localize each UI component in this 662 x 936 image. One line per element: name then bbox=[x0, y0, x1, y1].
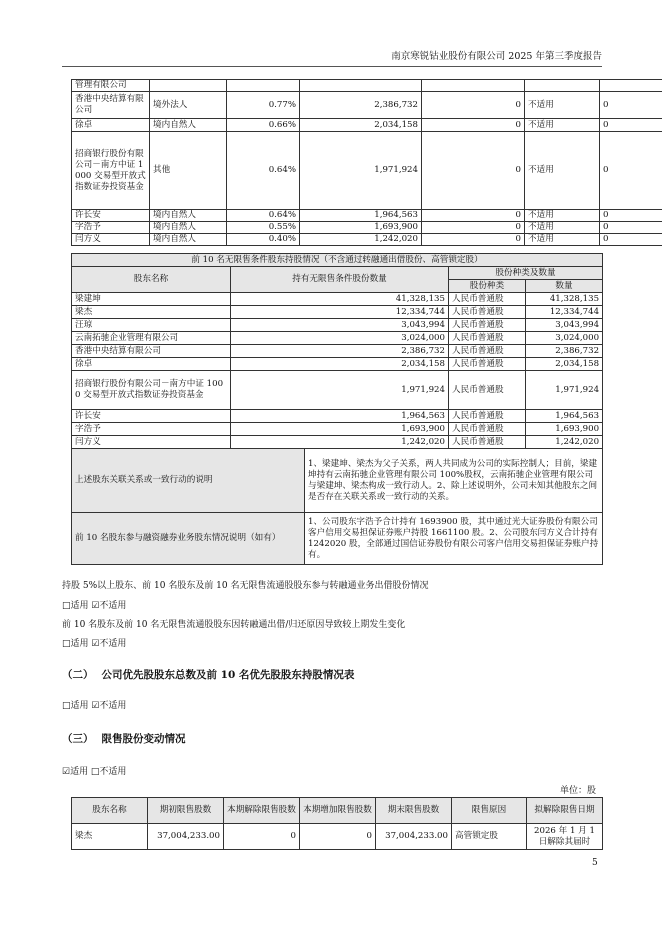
table-row bbox=[72, 449, 603, 513]
col-header-amount: 数量 bbox=[526, 280, 603, 293]
row-name: 梁杰 bbox=[72, 306, 231, 319]
holder-count: 0 bbox=[600, 222, 662, 234]
section-3-title: 限售股份变动情况 bbox=[101, 733, 186, 745]
row-amount: 3,024,000 bbox=[526, 332, 603, 345]
row-qty: 3,024,000 bbox=[231, 332, 449, 345]
holder-ratio: 0.77% bbox=[227, 92, 300, 119]
holder-nature: 境内自然人 bbox=[150, 119, 227, 132]
holder-name: 徐卓 bbox=[72, 119, 150, 132]
row-amount: 12,334,744 bbox=[526, 306, 603, 319]
table-row bbox=[72, 824, 603, 850]
holder-shares: 1,242,020 bbox=[300, 234, 422, 246]
row-qty: 3,043,994 bbox=[231, 319, 449, 332]
table-row bbox=[72, 306, 603, 319]
holder-name: 许长安 bbox=[72, 210, 150, 222]
holder-status: 不适用 bbox=[525, 210, 600, 222]
section-2-check: □适用 ☑不适用 bbox=[62, 701, 127, 711]
row-kind: 人民币普通股 bbox=[449, 358, 526, 371]
row-amount: 3,043,994 bbox=[526, 319, 603, 332]
row-kind: 人民币普通股 bbox=[449, 345, 526, 358]
holder-ratio: 0.64% bbox=[227, 210, 300, 222]
row-amount: 2,034,158 bbox=[526, 358, 603, 371]
row-qty: 12,334,744 bbox=[231, 306, 449, 319]
holder-restricted: 0 bbox=[422, 92, 525, 119]
table-row bbox=[72, 345, 603, 358]
note-line-1: 持股 5%以上股东、前 10 名股东及前 10 名无限售流通股股东参与转融通业务出借股份情况 bbox=[62, 581, 429, 591]
holder-nature: 其他 bbox=[150, 132, 227, 210]
holder-count: 0 bbox=[600, 210, 662, 222]
top-holders-table bbox=[71, 79, 662, 246]
holder-count: 0 bbox=[600, 92, 662, 119]
related-label: 上述股东关联关系或一致行动的说明 bbox=[72, 449, 305, 513]
row-amount: 1,242,020 bbox=[526, 436, 603, 449]
row-end: 37,004,233.00 bbox=[376, 824, 452, 850]
row-name: 云南拓驰企业管理有限公司 bbox=[72, 332, 231, 345]
holder-count: 0 bbox=[600, 132, 662, 210]
holder-shares: 2,034,158 bbox=[300, 119, 422, 132]
unit-label: 单位：股 bbox=[560, 786, 597, 796]
holder-shares: 1,964,563 bbox=[300, 210, 422, 222]
holder-name: 闫方义 bbox=[72, 234, 150, 246]
row-amount: 41,328,135 bbox=[526, 293, 603, 306]
table-row bbox=[72, 234, 662, 246]
table-row bbox=[72, 332, 603, 345]
table-row bbox=[72, 436, 603, 449]
holder-restricted: 0 bbox=[422, 210, 525, 222]
section-2-title: 公司优先股股东总数及前 10 名优先股股东持股情况表 bbox=[101, 669, 355, 681]
table-row bbox=[72, 319, 603, 332]
holder-shares: 1,971,924 bbox=[300, 132, 422, 210]
table-row bbox=[72, 358, 603, 371]
row-amount: 1,971,924 bbox=[526, 371, 603, 410]
col-header-kind: 股份种类 bbox=[449, 280, 526, 293]
holder-restricted: 0 bbox=[422, 132, 525, 210]
unrestricted-holders-table bbox=[71, 253, 603, 565]
holder-restricted: 0 bbox=[422, 119, 525, 132]
holder-nature: 境内自然人 bbox=[150, 210, 227, 222]
row-name: 徐卓 bbox=[72, 358, 231, 371]
holder-ratio: 0.40% bbox=[227, 234, 300, 246]
row-kind: 人民币普通股 bbox=[449, 436, 526, 449]
holder-name: 字浩予 bbox=[72, 222, 150, 234]
table-row bbox=[72, 92, 662, 119]
row-name: 汪琼 bbox=[72, 319, 231, 332]
holder-status: 不适用 bbox=[525, 132, 600, 210]
holder-status: 不适用 bbox=[525, 222, 600, 234]
table-row bbox=[72, 293, 603, 306]
table-row bbox=[72, 222, 662, 234]
holder-name: 招商银行股份有限公司－南方中证 1000 交易型开放式指数证券投资基金 bbox=[72, 132, 150, 210]
section-3-number: （三） bbox=[62, 733, 94, 745]
row-kind: 人民币普通股 bbox=[449, 306, 526, 319]
margin-text: 1、公司股东字浩予合计持有 1693900 股，其中通过光大证券股份有限公司客户信用交易担保证券账户持股 1661100 股。2、公司股东闫方义合计持有 1242020 股，全部通过国信证券股份有限公司客户信用交易担保证券账户持有。 bbox=[305, 513, 603, 565]
table-row bbox=[72, 119, 662, 132]
row-name: 许长安 bbox=[72, 410, 231, 423]
row-released: 0 bbox=[224, 824, 300, 850]
col-header: 股东名称 bbox=[72, 798, 148, 824]
col-header-kind-group: 股份种类及数量 bbox=[449, 267, 603, 280]
col-header: 期初限售股数 bbox=[148, 798, 224, 824]
row-amount: 2,386,732 bbox=[526, 345, 603, 358]
row-name: 字浩予 bbox=[72, 423, 231, 436]
table-row bbox=[72, 513, 603, 565]
margin-label: 前 10 名股东参与融资融券业务股东情况说明（如有） bbox=[72, 513, 305, 565]
table-row bbox=[72, 371, 603, 410]
holder-ratio: 0.66% bbox=[227, 119, 300, 132]
section-3-check: ☑适用 □不适用 bbox=[62, 767, 127, 777]
row-kind: 人民币普通股 bbox=[449, 423, 526, 436]
row-qty: 1,242,020 bbox=[231, 436, 449, 449]
row-qty: 1,964,563 bbox=[231, 410, 449, 423]
holder-count: 0 bbox=[600, 234, 662, 246]
row-amount: 1,964,563 bbox=[526, 410, 603, 423]
row-date: 2026 年 1 月 1 日解除其届时 bbox=[527, 824, 603, 850]
related-text: 1、梁建坤、梁杰为父子关系，两人共同成为公司的实际控制人；目前，梁建坤持有云南拓驰企业管理有限公司 100%股权，云南拓驰企业管理有限公司与梁建坤、梁杰构成一致行动人。2、除上述说明外，公司未知其他股东之间是否存在关联关系或一致行动的关系。 bbox=[305, 449, 603, 513]
page-header: 南京寒锐钴业股份有限公司 2025 年第三季度报告 bbox=[62, 48, 602, 67]
row-name: 梁建坤 bbox=[72, 293, 231, 306]
col-header: 限售原因 bbox=[452, 798, 527, 824]
note-check-2: □适用 ☑不适用 bbox=[62, 639, 127, 649]
row-kind: 人民币普通股 bbox=[449, 293, 526, 306]
row-qty: 1,971,924 bbox=[231, 371, 449, 410]
col-header: 拟解除限售日期 bbox=[527, 798, 603, 824]
table-header-row bbox=[72, 267, 603, 280]
holder-count: 0 bbox=[600, 119, 662, 132]
row-amount: 1,693,900 bbox=[526, 423, 603, 436]
section-2-number: （二） bbox=[62, 669, 94, 681]
holder-status: 不适用 bbox=[525, 234, 600, 246]
table-row bbox=[72, 410, 603, 423]
row-kind: 人民币普通股 bbox=[449, 332, 526, 345]
section-2-heading bbox=[62, 667, 362, 682]
col-header: 期末限售股数 bbox=[376, 798, 452, 824]
row-reason: 高管锁定股 bbox=[452, 824, 527, 850]
holder-ratio: 0.55% bbox=[227, 222, 300, 234]
col-header: 本期增加限售股数 bbox=[300, 798, 376, 824]
holder-name: 管理有限公司 bbox=[72, 80, 150, 92]
holder-name: 香港中央结算有限公司 bbox=[72, 92, 150, 119]
holder-shares: 2,386,732 bbox=[300, 92, 422, 119]
row-kind: 人民币普通股 bbox=[449, 371, 526, 410]
row-qty: 41,328,135 bbox=[231, 293, 449, 306]
col-header-name: 股东名称 bbox=[72, 267, 231, 293]
holder-restricted: 0 bbox=[422, 234, 525, 246]
row-name: 香港中央结算有限公司 bbox=[72, 345, 231, 358]
table-row bbox=[72, 132, 662, 210]
row-qty: 2,386,732 bbox=[231, 345, 449, 358]
row-kind: 人民币普通股 bbox=[449, 319, 526, 332]
holder-ratio: 0.64% bbox=[227, 132, 300, 210]
holder-restricted: 0 bbox=[422, 222, 525, 234]
holder-shares: 1,693,900 bbox=[300, 222, 422, 234]
section-3-heading bbox=[62, 731, 194, 746]
table-row bbox=[72, 80, 662, 92]
holder-status: 不适用 bbox=[525, 119, 600, 132]
page-number: 5 bbox=[592, 858, 598, 868]
holder-nature: 境外法人 bbox=[150, 92, 227, 119]
col-header: 本期解除限售股数 bbox=[224, 798, 300, 824]
note-check-1: □适用 ☑不适用 bbox=[62, 601, 127, 611]
table-header-row bbox=[72, 798, 603, 824]
table-row bbox=[72, 423, 603, 436]
row-name: 闫方义 bbox=[72, 436, 231, 449]
row-name: 招商银行股份有限公司－南方中证 1000 交易型开放式指数证券投资基金 bbox=[72, 371, 231, 410]
row-added: 0 bbox=[300, 824, 376, 850]
table-row bbox=[72, 210, 662, 222]
row-qty: 2,034,158 bbox=[231, 358, 449, 371]
table-title-row bbox=[72, 254, 603, 267]
col-header-qty: 持有无限售条件股份数量 bbox=[231, 267, 449, 293]
row-begin: 37,004,233.00 bbox=[148, 824, 224, 850]
row-name: 梁杰 bbox=[72, 824, 148, 850]
holder-nature: 境内自然人 bbox=[150, 222, 227, 234]
row-kind: 人民币普通股 bbox=[449, 410, 526, 423]
table-title: 前 10 名无限售条件股东持股情况（不含通过转融通出借股份、高管锁定股） bbox=[72, 254, 603, 267]
holder-nature: 境内自然人 bbox=[150, 234, 227, 246]
holder-status: 不适用 bbox=[525, 92, 600, 119]
restricted-shares-table bbox=[71, 797, 603, 850]
row-qty: 1,693,900 bbox=[231, 423, 449, 436]
note-line-2: 前 10 名股东及前 10 名无限售流通股股东因转融通出借/归还原因导致较上期发生变化 bbox=[62, 620, 406, 630]
